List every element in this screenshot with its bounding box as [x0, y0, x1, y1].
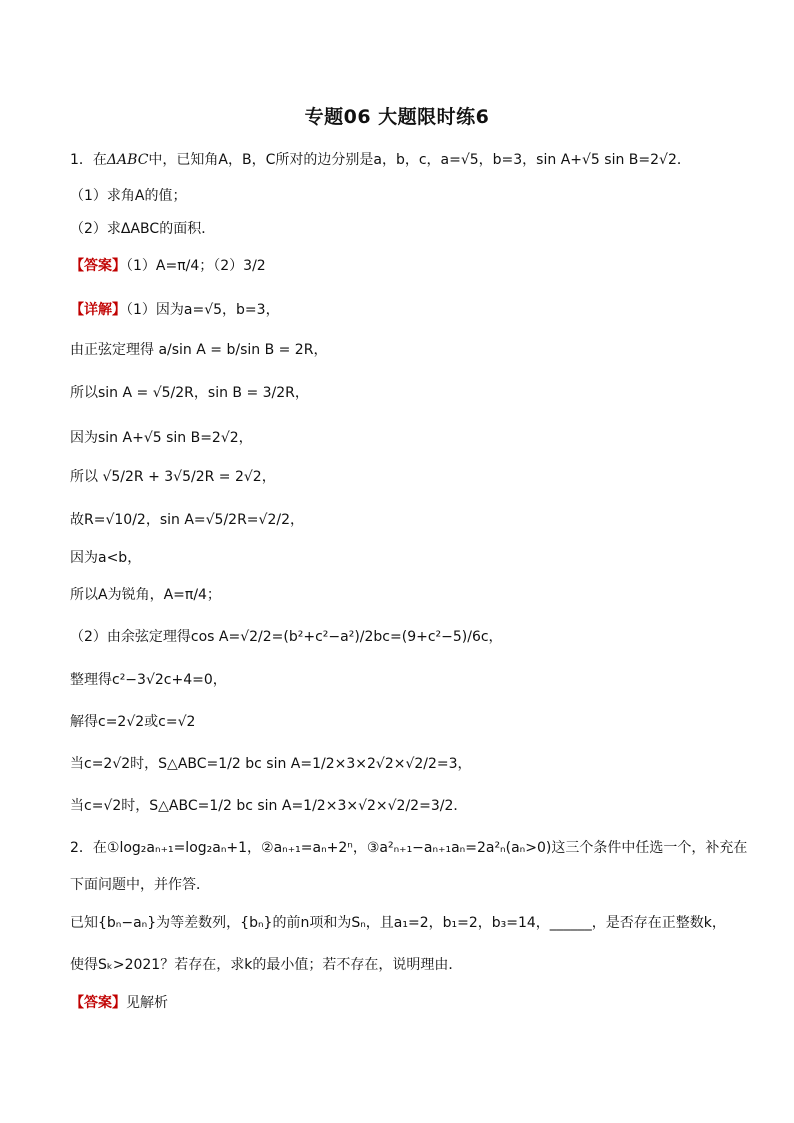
- q1-detail-line-4: 因为sin A+√5 sin B=2√2，: [70, 430, 253, 446]
- q1-detail-line-6: 故R=√10/2，sin A=√5/2R=√2/2，: [70, 512, 304, 528]
- q1-detail-line-10: 整理得c²−3√2c+4=0，: [70, 672, 227, 688]
- q1-part1: （1）求角A的值；: [70, 188, 187, 204]
- q2-line-2: 下面问题中，并作答．: [70, 877, 210, 893]
- q1-detail-line-11: 解得c=2√2或c=√2: [70, 714, 196, 730]
- q1-detail-line-8: 所以A为锐角，A=π/4；: [70, 587, 221, 603]
- answer-text: 见解析: [126, 995, 168, 1011]
- q1-detail-line-2: 由正弦定理得 a/sin A = b/sin B = 2R，: [70, 342, 328, 358]
- q2-line-3: 已知{bₙ−aₙ}为等差数列，{bₙ}的前n项和为Sₙ，且a₁=2，b₁=2，b₃=14，______，是否存在正整数k，: [70, 915, 726, 931]
- q1-stem: [70, 150, 734, 170]
- answer-tag: 【答案】: [70, 995, 126, 1011]
- q1-detail-line-7: 因为a<b，: [70, 550, 142, 566]
- q1-stem-prefix: 1．在: [70, 152, 107, 168]
- q1-detail-line-9: （2）由余弦定理得cos A=√2/2=(b²+c²−a²)/2bc=(9+c²−5)/6c，: [70, 629, 503, 645]
- q1-triangle: ΔABC: [106, 152, 149, 168]
- detail-tag: 【详解】: [70, 302, 126, 318]
- answer-tag: 【答案】: [70, 258, 126, 274]
- q1-detail-line-3: 所以sin A = √5/2R，sin B = 3/2R，: [70, 385, 309, 401]
- answer-text: （1）A=π/4；（2）3/2: [126, 258, 266, 274]
- page-title: 专题06 大题限时练6: [304, 106, 490, 128]
- q1-detail-line-1: [70, 300, 734, 320]
- q1-detail-line-12: 当c=2√2时，S△ABC=1/2 bc sin A=1/2×3×2√2×√2/2=3，: [70, 756, 472, 772]
- q2-answer: [70, 993, 734, 1013]
- q2-line-1: 2．在①log₂aₙ₊₁=log₂aₙ+1，②aₙ₊₁=aₙ+2ⁿ，③a²ₙ₊₁−aₙ₊₁aₙ=2a²ₙ(aₙ>0)这三个条件中任选一个，补充在: [70, 840, 748, 856]
- q1-stem-text: 中，已知角A，B，C所对的边分别是a，b，c，a=√5，b=3，sin A+√5 sin B=2√2．: [148, 152, 691, 168]
- q1-detail-line-5: 所以 √5/2R + 3√5/2R = 2√2，: [70, 469, 276, 485]
- detail-text: （1）因为a=√5，b=3，: [126, 302, 280, 318]
- q1-detail-line-13: 当c=√2时，S△ABC=1/2 bc sin A=1/2×3×√2×√2/2=3/2．: [70, 798, 468, 814]
- q2-line-4: 使得Sₖ>2021？若存在，求k的最小值；若不存在，说明理由．: [70, 957, 463, 973]
- q1-part2: （2）求ΔABC的面积．: [70, 221, 216, 237]
- q1-answer: [70, 256, 734, 276]
